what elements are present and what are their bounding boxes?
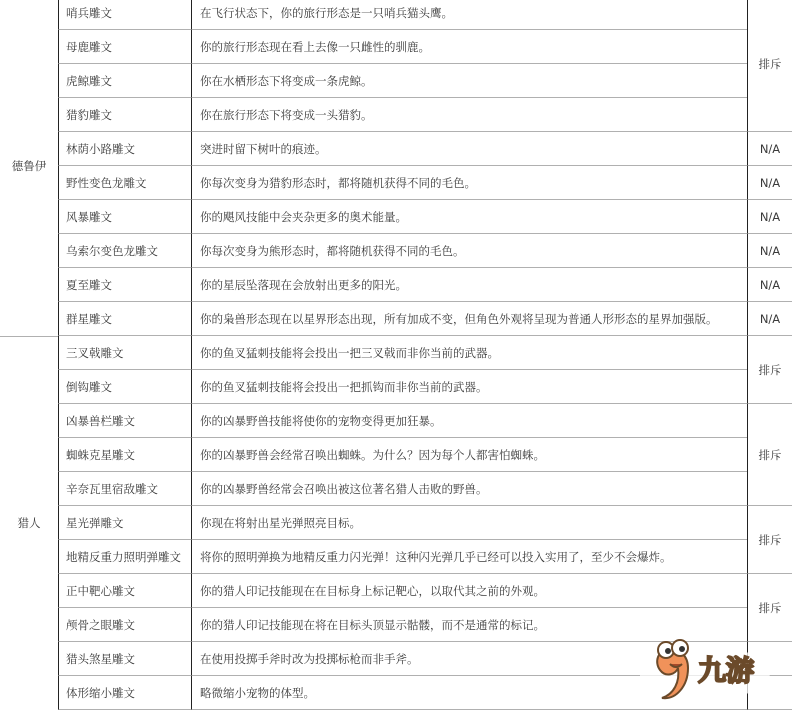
- exclusion-cell: 排斥: [747, 336, 792, 404]
- exclusion-cell: N/A: [747, 302, 792, 336]
- glyph-description-cell: 你现在将射出星光弹照亮目标。: [191, 506, 747, 540]
- table-row: [0, 64, 792, 98]
- glyph-description-cell: 在飞行状态下，你的旅行形态是一只哨兵猫头鹰。: [191, 0, 747, 30]
- glyph-name-cell: 猎头煞星雕文: [58, 642, 191, 676]
- glyph-description-cell: 在使用投掷手斧时改为投掷标枪而非手斧。: [191, 642, 747, 676]
- glyph-name-cell: 体形缩小雕文: [58, 676, 191, 710]
- glyph-name-cell: 星光弹雕文: [58, 506, 191, 540]
- class-divider: [0, 336, 58, 337]
- exclusion-cell: N/A: [747, 166, 792, 200]
- class-cell: 德鲁伊: [11, 159, 47, 173]
- glyph-description-cell: 你的鱼叉猛刺技能将会投出一把三叉戟而非你当前的武器。: [191, 336, 747, 370]
- exclusion-cell: 排斥: [747, 404, 792, 506]
- glyph-description-cell: 你的凶暴野兽技能将使你的宠物变得更加狂暴。: [191, 404, 747, 438]
- glyph-name-cell: 凶暴兽栏雕文: [58, 404, 191, 438]
- glyph-name-cell: 哨兵雕文: [58, 0, 191, 30]
- exclusion-cell: 排斥: [747, 0, 792, 132]
- table-row: [0, 166, 792, 200]
- glyph-name-cell: 辛奈瓦里宿敌雕文: [58, 472, 191, 506]
- glyph-name-cell: 正中靶心雕文: [58, 574, 191, 608]
- glyph-description-cell: 你的凶暴野兽会经常召唤出蜘蛛。为什么？因为每个人都害怕蜘蛛。: [191, 438, 747, 472]
- glyph-name-cell: 倒钩雕文: [58, 370, 191, 404]
- glyph-description-cell: 略微缩小宠物的体型。: [191, 676, 747, 710]
- glyph-name-cell: 群星雕文: [58, 302, 191, 336]
- glyph-description-cell: 你的猎人印记技能现在在目标身上标记靶心，以取代其之前的外观。: [191, 574, 747, 608]
- glyph-name-cell: 三叉戟雕文: [58, 336, 191, 370]
- glyph-name-cell: 乌索尔变色龙雕文: [58, 234, 191, 268]
- table-row: [0, 506, 792, 540]
- glyph-description-cell: 将你的照明弹换为地精反重力闪光弹！这种闪光弹几乎已经可以投入实用了，至少不会爆炸。: [191, 540, 747, 574]
- glyph-description-cell: 你每次变身为猎豹形态时，都将随机获得不同的毛色。: [191, 166, 747, 200]
- exclusion-cell: N/A: [747, 268, 792, 302]
- table-row: [0, 438, 792, 472]
- jiuyou-watermark-logo: [640, 628, 785, 703]
- table-row: [0, 302, 792, 336]
- exclusion-cell: 排斥: [747, 574, 792, 642]
- glyph-name-cell: 猎豹雕文: [58, 98, 191, 132]
- glyph-name-cell: 夏至雕文: [58, 268, 191, 302]
- exclusion-cell: 排斥: [747, 506, 792, 574]
- table-row: [0, 370, 792, 404]
- table-row: [0, 98, 792, 132]
- glyph-description-cell: 你每次变身为熊形态时，都将随机获得不同的毛色。: [191, 234, 747, 268]
- glyph-description-cell: 你的飓风技能中会夹杂更多的奥术能量。: [191, 200, 747, 234]
- table-row: [0, 404, 792, 438]
- glyph-name-cell: 林荫小路雕文: [58, 132, 191, 166]
- glyph-name-cell: 母鹿雕文: [58, 30, 191, 64]
- glyph-description-cell: 你的猎人印记技能现在将在目标头顶显示骷髅，而不是通常的标记。: [191, 608, 747, 642]
- glyph-description-cell: 你的鱼叉猛刺技能将会投出一把抓钩而非你当前的武器。: [191, 370, 747, 404]
- glyph-name-cell: 虎鲸雕文: [58, 64, 191, 98]
- exclusion-cell: N/A: [747, 234, 792, 268]
- table-row: [0, 336, 792, 370]
- class-cell: 猎人: [17, 516, 41, 530]
- table-row: [0, 0, 792, 30]
- glyph-name-cell: 野性变色龙雕文: [58, 166, 191, 200]
- glyph-description-cell: 你的星辰坠落现在会放射出更多的阳光。: [191, 268, 747, 302]
- glyph-name-cell: 风暴雕文: [58, 200, 191, 234]
- svg-text:九游: 九游: [698, 654, 755, 687]
- table-row: [0, 268, 792, 302]
- exclusion-cell: N/A: [747, 132, 792, 166]
- glyph-description-cell: 你的枭兽形态现在以星界形态出现，所有加成不变，但角色外观将呈现为普通人形形态的星界加强版。: [191, 302, 747, 336]
- glyph-description-cell: 你的旅行形态现在看上去像一只雌性的驯鹿。: [191, 30, 747, 64]
- table-row: [0, 234, 792, 268]
- table-row: [0, 472, 792, 506]
- glyph-description-cell: 你的凶暴野兽经常会召唤出被这位著名猎人击败的野兽。: [191, 472, 747, 506]
- glyph-name-cell: 蜘蛛克星雕文: [58, 438, 191, 472]
- table-row: [0, 574, 792, 608]
- glyph-description-cell: 你在水栖形态下将变成一条虎鲸。: [191, 64, 747, 98]
- mascot-icon: [640, 628, 785, 703]
- glyph-name-cell: 颅骨之眼雕文: [58, 608, 191, 642]
- table-row: [0, 30, 792, 64]
- glyph-description-cell: 突进时留下树叶的痕迹。: [191, 132, 747, 166]
- glyph-name-cell: 地精反重力照明弹雕文: [58, 540, 191, 574]
- exclusion-cell: N/A: [747, 200, 792, 234]
- glyph-description-cell: 你在旅行形态下将变成一头猎豹。: [191, 98, 747, 132]
- table-row: [0, 132, 792, 166]
- table-row: [0, 200, 792, 234]
- table-row: [0, 540, 792, 574]
